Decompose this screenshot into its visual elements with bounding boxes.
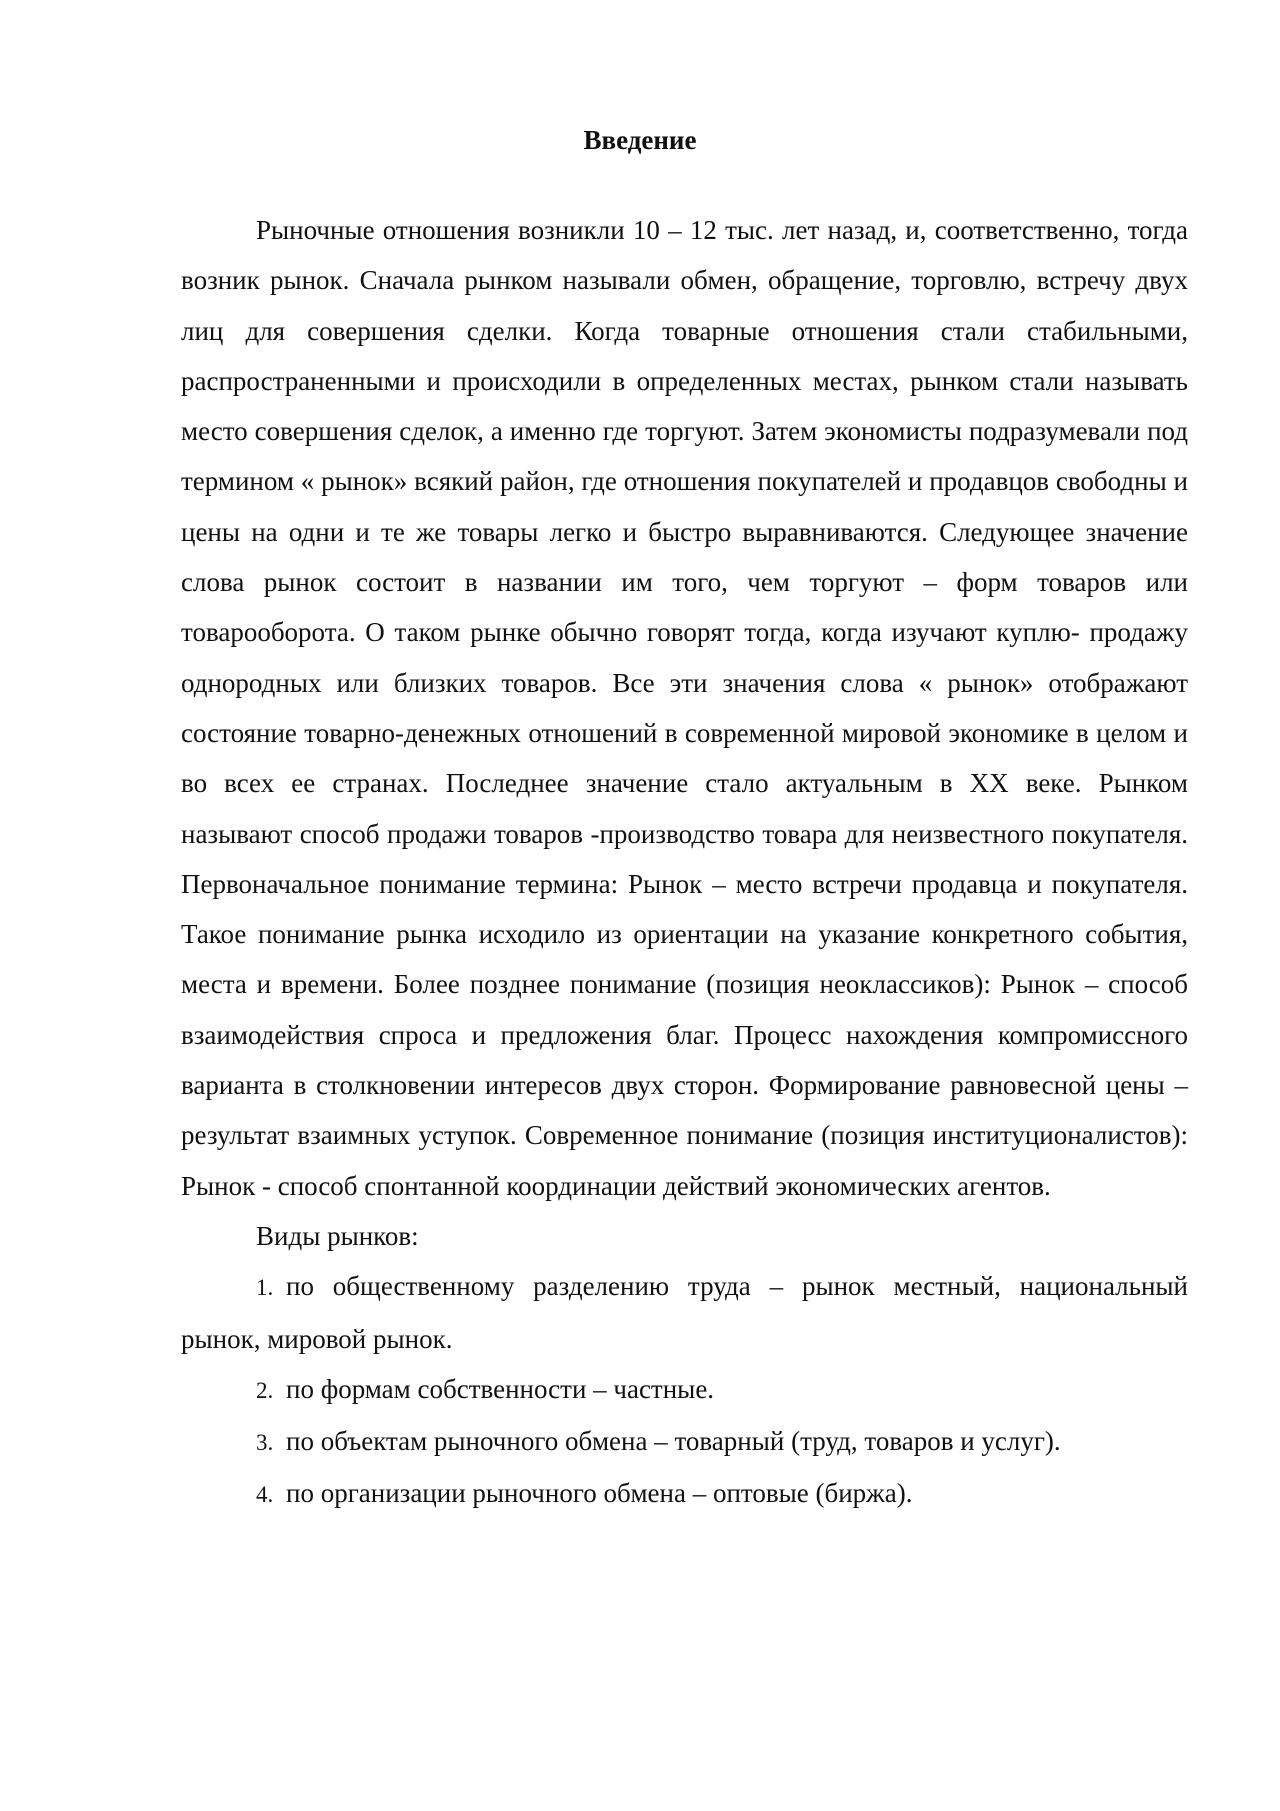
market-types-list <box>181 1261 1188 1520</box>
list-item-number: 2. <box>256 1377 274 1403</box>
market-types-heading: Виды рынков: <box>256 1220 419 1251</box>
list-item-number: 4. <box>256 1482 274 1508</box>
list-item-number: 3. <box>256 1430 274 1456</box>
list-item <box>181 1416 1188 1468</box>
list-item-text: по организации рыночного обмена – оптовые (биржа). <box>286 1478 913 1509</box>
list-item <box>181 1468 1188 1520</box>
intro-paragraph: Рыночные отношения возникли 10 – 12 тыс. лет назад, и, соответственно, тогда возник рынок. Сначала рынком называли обмен, обращение, торговлю, встречу двух лиц для совершения сделки. Когда товарные отношения стали стабильными, распространенными и происходили в определенных местах, рынком стали называть место совершения сделок, а именно где торгуют. Затем экономисты подразумевали под термином « рынок» всякий район, где отношения покупателей и продавцов свободны и цены на одни и те же товары легко и быстро выравниваются. Следующее значение слова рынок состоит в названии им того, чем торгуют – форм товаров или товарооборота. О таком рынке обычно говорят тогда, когда изучают куплю- продажу однородных или близких товаров. Все эти значения слова « рынок» отображают состояние товарно-денежных отношений в современной мировой экономике в целом и во всех ее странах. Последнее значение стало актуальным в XX веке. Рынком называют способ продажи товаров -производство товара для неизвестного покупателя. Первоначальное понимание термина: Рынок – место встречи продавца и покупателя. Такое понимание рынка исходило из ориентации на указание конкретного события, места и времени. Более позднее понимание (позиция неоклассиков): Рынок – способ взаимодействия спроса и предложения благ. Процесс нахождения компромиссного варианта в столкновении интересов двух сторон. Формирование равновесной цены – результат взаимных уступок. Современное понимание (позиция институционалистов): Рынок - способ спонтанной координации действий экономических агентов. <box>181 215 1188 1201</box>
list-item-text: по формам собственности – частные. <box>286 1373 715 1404</box>
list-item-number: 1. <box>256 1275 274 1301</box>
list-item-text: по объектам рыночного обмена – товарный (труд, товаров и услуг). <box>286 1426 1061 1457</box>
document-body <box>181 205 1188 1521</box>
page-title: Введение <box>583 125 697 155</box>
list-item <box>181 1364 1188 1416</box>
list-item <box>181 1261 1188 1364</box>
list-item-text: по общественному разделению труда – рынок местный, национальный рынок, мировой рынок. <box>181 1271 1188 1354</box>
